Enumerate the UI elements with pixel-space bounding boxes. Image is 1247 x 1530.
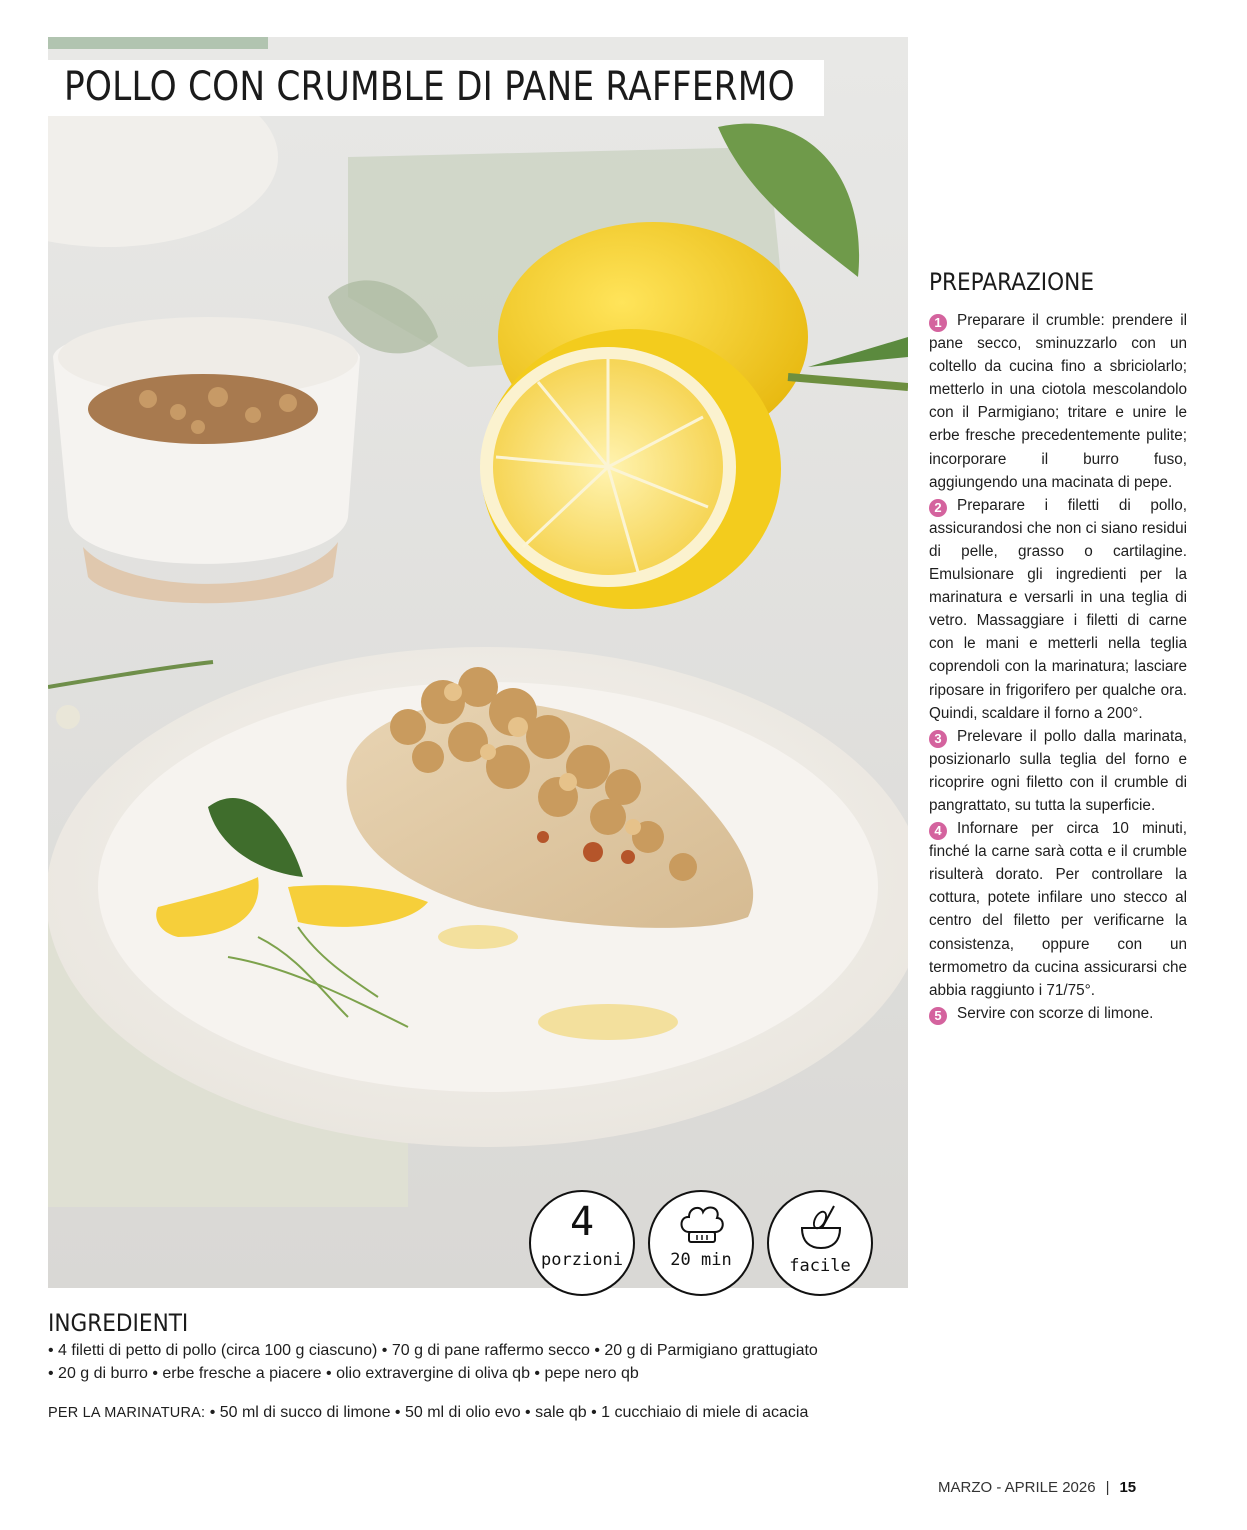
step-text: Infornare per circa 10 minuti, finché la carne sarà cotta e il crumble risulterà dorato. Per controllare la cottura, potete infilare uno stecco al centro del filetto per verificarne la consistenza, oppure con un termometro da cucina assicurarsi che abbia raggiunto i 71/75°. xyxy=(929,820,1187,999)
step-4 xyxy=(929,817,1187,1002)
time-badge xyxy=(648,1190,754,1296)
difficulty-badge xyxy=(767,1190,873,1296)
step-number-badge: 5 xyxy=(929,1007,947,1025)
preparation-heading: PREPARAZIONE xyxy=(929,268,1094,296)
servings-badge xyxy=(529,1190,635,1296)
page-footer xyxy=(938,1479,1136,1496)
marinade-label: PER LA MARINATURA: xyxy=(48,1405,206,1421)
time-label: 20 min xyxy=(670,1250,732,1270)
whisk-bowl-icon xyxy=(796,1202,846,1256)
servings-label: porzioni xyxy=(541,1250,623,1270)
ingredients-heading: INGREDIENTI xyxy=(48,1309,189,1337)
step-3 xyxy=(929,725,1187,817)
step-number-badge: 1 xyxy=(929,314,947,332)
preparation-steps xyxy=(929,309,1187,1025)
recipe-photo xyxy=(48,37,908,1288)
step-text: Preparare il crumble: prendere il pane secco, sminuzzarlo con un coltello da cucina fino a sbriciolarlo; metterlo in una ciotola mescolandolo con il Parmigiano; tritare e unire le erbe fresche precedentemente pulite; incorporare il burro fuso, aggiungendo una macinata di pepe. xyxy=(929,312,1187,491)
step-number-badge: 3 xyxy=(929,730,947,748)
chef-hat-icon xyxy=(677,1202,727,1250)
ingredients-line: • 20 g di burro • erbe fresche a piacere • olio extravergine di oliva qb • pepe nero qb xyxy=(48,1365,639,1382)
difficulty-label: facile xyxy=(789,1256,851,1276)
recipe-title: POLLO CON CRUMBLE DI PANE RAFFERMO xyxy=(64,64,795,110)
servings-number: 4 xyxy=(569,1199,595,1245)
step-1 xyxy=(929,309,1187,494)
page-number: 15 xyxy=(1119,1479,1137,1496)
step-text: Preparare i filetti di pollo, assicurandosi che non ci siano residui di pelle, grasso o cartilagine. Emulsionare gli ingredienti per la marinatura e versarli in una teglia di vetro. Massaggiare i filetti di carne con le mani e metterli nella teglia coprendoli con la marinatura; lasciare riposare in frigorifero per qualche ora. Quindi, scaldare il forno a 200°. xyxy=(929,496,1187,722)
marinade-text: • 50 ml di succo di limone • 50 ml di olio evo • sale qb • 1 cucchiaio di miele di acacia xyxy=(209,1404,809,1421)
marinade-line xyxy=(48,1404,808,1422)
ingredients-line: • 4 filetti di petto di pollo (circa 100 g ciascuno) • 70 g di pane raffermo secco • 20 g di Parmigiano grattugiato xyxy=(48,1342,818,1359)
step-text: Prelevare il pollo dalla marinata, posizionarlo sulla teglia del forno e ricoprire ogni filetto con il crumble di pangrattato, su tutta la superficie. xyxy=(929,727,1187,814)
step-text: Servire con scorze di limone. xyxy=(957,1004,1154,1022)
footer-separator: | xyxy=(1105,1479,1110,1496)
step-2 xyxy=(929,494,1187,725)
step-number-badge: 4 xyxy=(929,822,947,840)
step-number-badge: 2 xyxy=(929,499,947,517)
issue-date: MARZO - APRILE 2026 xyxy=(938,1479,1096,1496)
step-5 xyxy=(929,1002,1187,1025)
